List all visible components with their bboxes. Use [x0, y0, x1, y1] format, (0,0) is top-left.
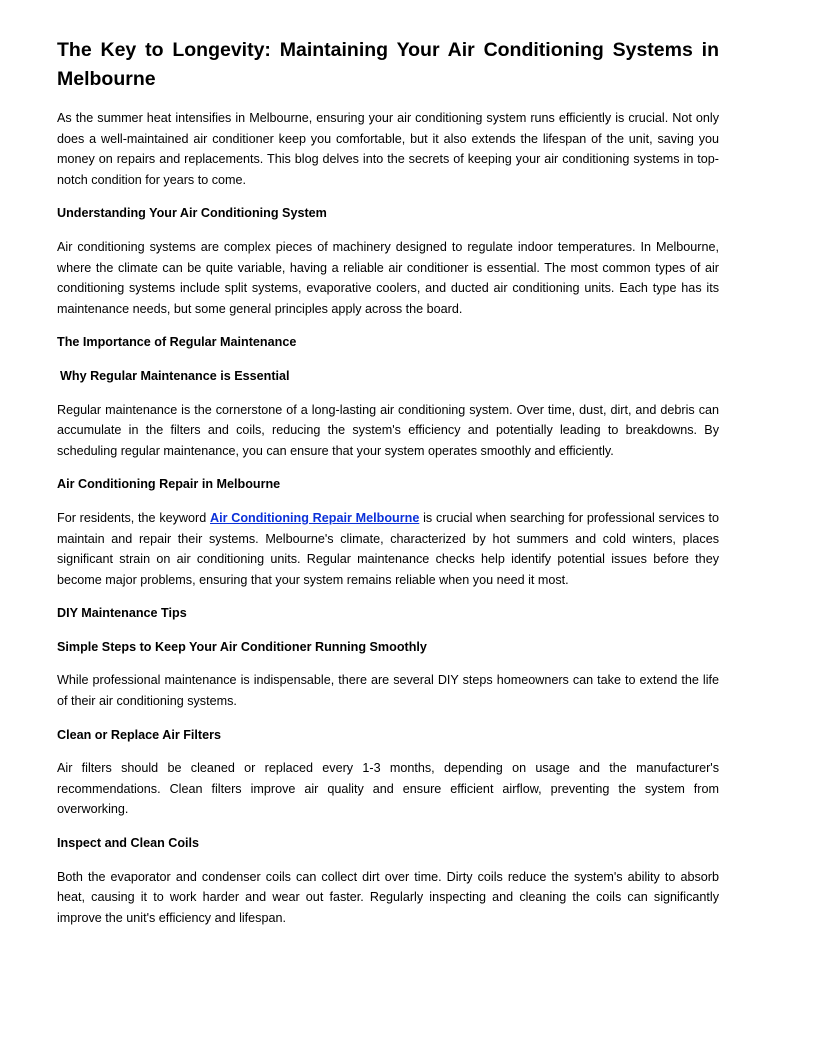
- heading-simple-steps: Simple Steps to Keep Your Air Conditioner Running Smoothly: [57, 639, 427, 654]
- heading-filters: Clean or Replace Air Filters: [57, 727, 222, 742]
- heading-understanding: Understanding Your Air Conditioning System: [57, 206, 327, 221]
- heading-coils: Inspect and Clean Coils: [57, 836, 200, 851]
- intro-paragraph: As the summer heat intensifies in Melbourne, ensuring your air conditioning system runs efficiently is crucial. Not only does a well-maintained air conditioner keep you comfortable, but it also extends the lifespan of the unit, saving you money on repairs and replacements. This blog delves into the secrets of keeping your air conditioning systems in top-notch condition for years to come.: [57, 111, 719, 187]
- paragraph-filters: Air filters should be cleaned or replaced every 1-3 months, depending on usage and the manufacturer's recommendations. Clean filters improve air quality and ensure efficient airflow, preventing the system from overworking.: [57, 761, 719, 817]
- repair-text-after: is crucial when searching for professional services to maintain and repair their systems. Melbourne's climate, characterized by hot summers and cold winters, places significant strain on air conditioning units. Regular maintenance checks help identify potential issues before they become major problems, ensuring that your system remains reliable when you need it most.: [57, 510, 720, 587]
- document-page: [57, 36, 719, 941]
- heading-why-maintenance: Why Regular Maintenance is Essential: [60, 368, 290, 383]
- heading-importance: The Importance of Regular Maintenance: [57, 335, 297, 350]
- paragraph-simple-steps: While professional maintenance is indispensable, there are several DIY steps homeowners can take to extend the life of their air conditioning systems.: [57, 673, 719, 709]
- heading-diy: DIY Maintenance Tips: [57, 606, 187, 621]
- paragraph-why-maintenance: Regular maintenance is the cornerstone of a long-lasting air conditioning system. Over time, dust, dirt, and debris can accumulate in the filters and coils, reducing the system's efficiency and potentially leading to breakdowns. By scheduling regular maintenance, you can ensure that your system operates smoothly and efficiently.: [57, 402, 719, 458]
- paragraph-coils: Both the evaporator and condenser coils can collect dirt over time. Dirty coils reduce the system's ability to absorb heat, causing it to work harder and wear out faster. Regularly inspecting and cleaning the coils can significantly improve the unit's efficiency and lifespan.: [57, 869, 719, 925]
- paragraph-understanding: Air conditioning systems are complex pieces of machinery designed to regulate indoor temperatures. In Melbourne, where the climate can be quite variable, having a reliable air conditioner is essential. The most common types of air conditioning systems include split systems, evaporative coolers, and ducted air conditioning units. Each type has its maintenance needs, but some general principles apply across the board.: [57, 239, 719, 316]
- paragraph-repair: [57, 508, 719, 590]
- repair-link[interactable]: Air Conditioning Repair Melbourne: [210, 510, 420, 525]
- page-title: The Key to Longevity: Maintaining Your Air Conditioning Systems in Melbourne: [57, 39, 719, 90]
- repair-text-before: For residents, the keyword: [57, 510, 210, 525]
- heading-repair: Air Conditioning Repair in Melbourne: [57, 477, 281, 492]
